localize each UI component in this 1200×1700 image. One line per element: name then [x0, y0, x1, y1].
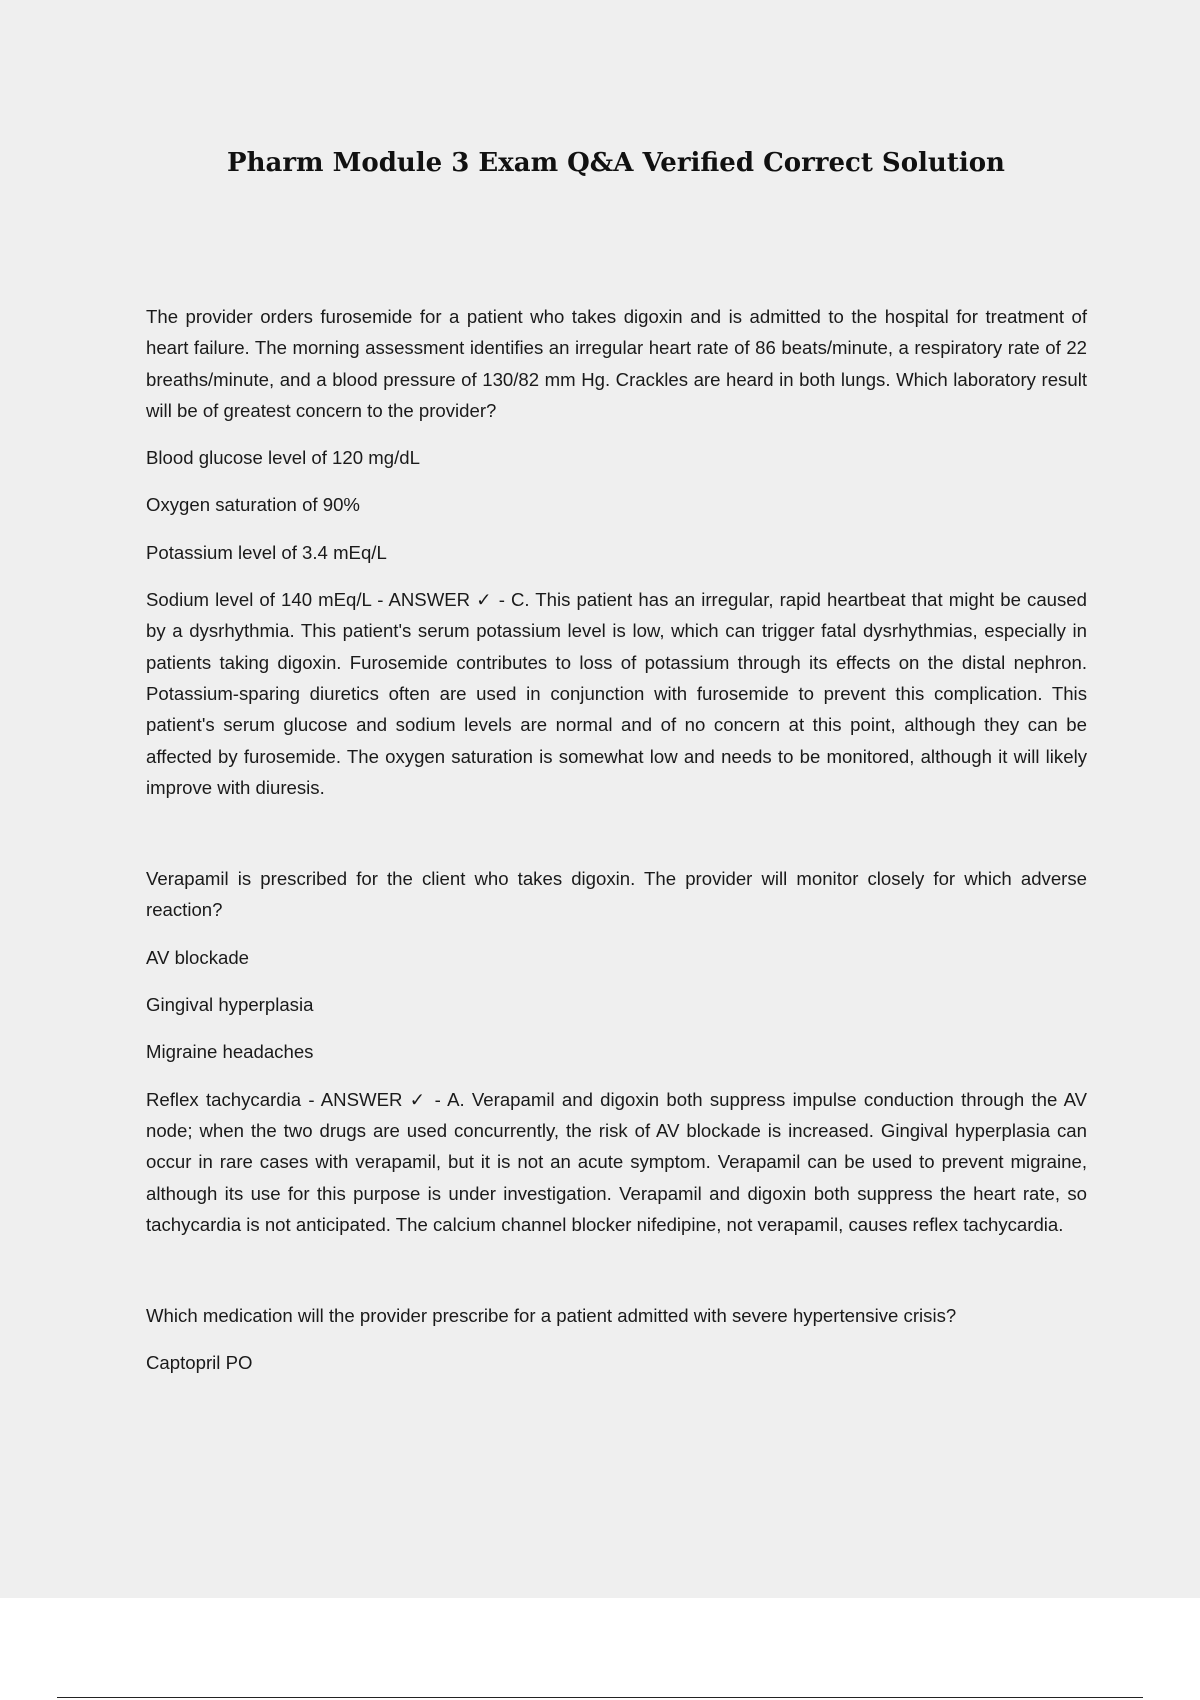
question-spacer	[146, 1256, 1087, 1300]
question-block	[146, 301, 1087, 803]
answer-explanation: Sodium level of 140 mEq/L - ANSWER ✓ - C. This patient has an irregular, rapid heartbeat that might be caused by a dysrhythmia. This patient's serum potassium level is low, which can trigger fatal dysrhythmias, especially in patients taking digoxin. Furosemide contributes to loss of potassium through its effects on the distal nephron. Potassium-sparing diuretics often are used in conjunction with furosemide to prevent this complication. This patient's serum glucose and sodium levels are normal and of no concern at this point, although they can be affected by furosemide. The oxygen saturation is somewhat low and needs to be monitored, although it will likely improve with diuresis.	[146, 589, 1087, 798]
answer-option: Migraine headaches	[146, 1041, 314, 1063]
question-spacer	[146, 819, 1087, 863]
footer-divider	[57, 1697, 1143, 1698]
answer-option: Captopril PO	[146, 1352, 253, 1374]
document-title: Pharm Module 3 Exam Q&A Verified Correct Solution	[227, 148, 1005, 178]
question-stem: The provider orders furosemide for a patient who takes digoxin and is admitted to the hospital for treatment of heart failure. The morning assessment identifies an irregular heart rate of 86 beats/minute, a respiratory rate of 22 breaths/minute, and a blood pressure of 130/82 mm Hg. Crackles are heard in both lungs. Which laboratory result will be of greatest concern to the provider?	[146, 306, 1087, 421]
document-body	[146, 301, 1087, 1395]
question-block	[146, 1300, 1087, 1379]
answer-option: AV blockade	[146, 946, 250, 968]
question-stem: Which medication will the provider prescribe for a patient admitted with severe hypertensive crisis?	[146, 1305, 957, 1327]
answer-explanation: Reflex tachycardia - ANSWER ✓ - A. Verapamil and digoxin both suppress impulse conduction through the AV node; when the two drugs are used concurrently, the risk of AV blockade is increased. Gingival hyperplasia can occur in rare cases with verapamil, but it is not an acute symptom. Verapamil can be used to prevent migraine, although its use for this purpose is under investigation. Verapamil and digoxin both suppress the heart rate, so tachycardia is not anticipated. The calcium channel blocker nifedipine, not verapamil, causes reflex tachycardia.	[146, 1088, 1087, 1235]
question-block	[146, 863, 1087, 1240]
answer-option: Blood glucose level of 120 mg/dL	[146, 447, 420, 469]
answer-option: Gingival hyperplasia	[146, 994, 314, 1016]
answer-option: Potassium level of 3.4 mEq/L	[146, 541, 387, 563]
answer-option: Oxygen saturation of 90%	[146, 494, 360, 516]
question-stem: Verapamil is prescribed for the client who takes digoxin. The provider will monitor closely for which adverse reaction?	[146, 868, 1087, 921]
